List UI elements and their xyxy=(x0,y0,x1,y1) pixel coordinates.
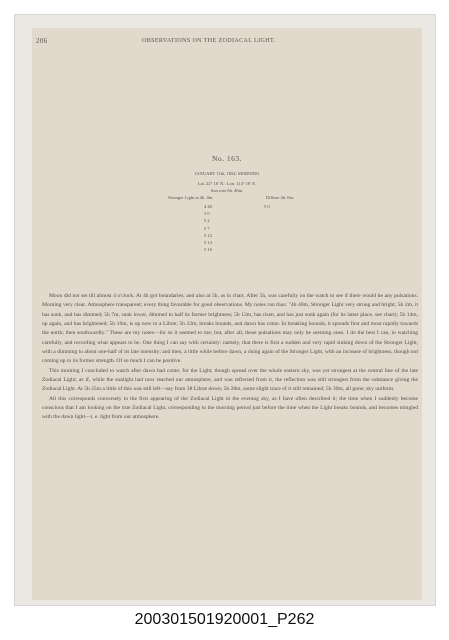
observation-number: No. 163. xyxy=(211,154,243,163)
paragraph: All this corresponds conversely to the first appearing of the Zodiacal Light in the evening sky, as I have often described it; the time when I suddenly become conscious that I am looking on the true Zodiacal Light, corresponding to the morning period just before the time when the Light breaks bounds, and becomes mingled with the dawn light—i. e. light from our atmosphere. xyxy=(42,395,418,421)
sun-rose: Sun rose 6h. 46m. xyxy=(210,188,244,193)
paragraph: This morning I concluded to watch after dawn had come; for the Light, though spread over the whole eastern sky, was yet strongest at the central line of the late Zodiacal Light; as if, while the sunlight had now reached our atmosphere, and was reflected from it, the reflection was still strongest from the substance giving the Zodiacal Light. At 5h 25m a little of this was still left—say from 38 Libræ down; 5h 28m, some slight trace of it still remained; 5h 30m, all gone; sky uniform. xyxy=(42,367,418,393)
running-head: OBSERVATIONS ON THE ZODIACAL LIGHT. xyxy=(142,38,276,44)
page-header xyxy=(32,37,418,47)
time-row xyxy=(204,203,324,210)
diffuse-light-label: Diffuse 4h. 0m. xyxy=(266,195,295,200)
time-row xyxy=(204,246,324,253)
time-stronger: 5 0 xyxy=(204,211,210,217)
time-stronger: 5 16 xyxy=(204,247,212,253)
document-page xyxy=(32,28,422,600)
time-row xyxy=(204,217,324,224)
time-diffuse: 5 0 xyxy=(264,204,270,209)
observation-latlon: Lat. 22° 16' N.: Lon. 114° 16' E. xyxy=(197,181,257,186)
time-row xyxy=(204,225,324,232)
time-row xyxy=(204,232,324,239)
page-number: 206 xyxy=(36,37,48,45)
time-stronger: 5 2 xyxy=(204,218,210,224)
time-stronger: 5 14 xyxy=(204,239,212,245)
body-text xyxy=(42,292,418,423)
image-id-caption: 200301501920001_P262 xyxy=(134,611,315,628)
observation-date: JANUARY 11th, 1854: MORNING xyxy=(194,171,260,176)
time-row xyxy=(204,210,324,217)
stronger-light-label: Stronger Light at 4h. 0m. xyxy=(168,195,214,200)
time-stronger: 5 12 xyxy=(204,232,212,238)
time-stronger: 4 40 xyxy=(204,204,212,209)
paragraph: Moon did not set till almost 4 o'clock. At 4h got boundaries; and also at 5h, as in chart. After 5h, was carefully on the watch to see if there would be any pulsations. Morning very clear. Atmosphere transparent; every thing favorable for good observations. My notes run thus: "4h 40m, Stronger Light very strong and bright; 5h 2m, it has sunk, and has dimmed; 5h 7m, sunk lower, dimmed to half its former brightness; 5h 12m, has risen, and has just sunk again (for its latter place, see chart); 5h 14m, up again, and has brightened; 5h 16m, is up now to a Libræ; 5h 22m, breaks bounds, and dawn has come. In breaking bounds, it spreads first and most rapidly towards the north; then southwardly." These are my notes—for so it seemed to me; but, after all, these pulsations may only be seeming ones. I do the best I can, in watching carefully, and recording what appears to be. One thing I can say with certainty: namely, that there is first a sudden and very rapid sinking down of the Stronger Light, with a dimming to about one-half of its late intensity; and then, a little while before dawn, a rising again of the Stronger Light, with an increase of brightness, though not coming up to its former strength. Of so much I can be positive. xyxy=(42,293,418,365)
time-row xyxy=(204,239,324,246)
time-stronger: 5 7 xyxy=(204,225,210,231)
observation-times xyxy=(204,203,324,253)
